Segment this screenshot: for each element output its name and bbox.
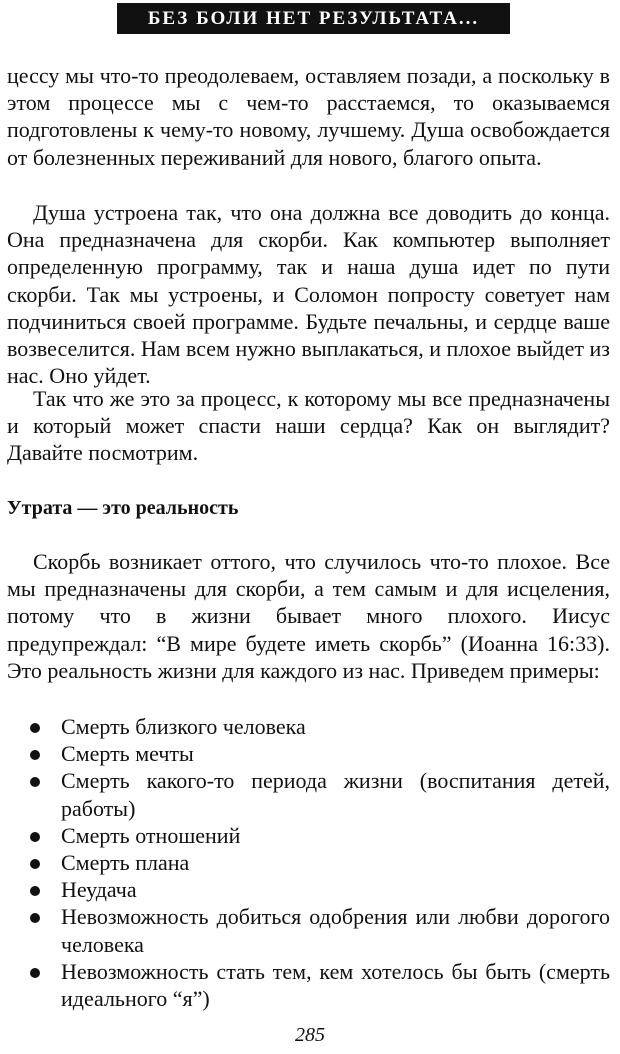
list-item-text: Смерть плана — [61, 850, 190, 876]
list-item — [7, 822, 610, 849]
list-item-text: Смерть какого-то периода жизни (воспитания детей, работы) — [61, 768, 610, 821]
paragraph-continuation: цессу мы что-то преодолеваем, оставляем позади, а поскольку в этом процессе мы с чем-то расстаемся, то оказываемся подготовлены к чему-то новому, лучшему. Душа освобождается от болезненных переживаний для нового, благого опыта. — [7, 63, 610, 170]
list-item — [7, 713, 610, 740]
list-item — [7, 767, 610, 821]
list-item — [7, 876, 610, 903]
bullet-icon — [30, 886, 40, 896]
bullet-icon — [30, 913, 40, 923]
running-header — [117, 3, 510, 34]
list-item-text: Невозможность добиться одобрения или любви дорогого человека — [61, 904, 610, 957]
list-item — [7, 740, 610, 767]
list-item — [7, 903, 610, 957]
list-item-text: Смерть близкого человека — [61, 714, 306, 739]
bullet-icon — [30, 832, 40, 842]
page-number: 285 — [295, 1024, 325, 1046]
bullet-icon — [30, 723, 40, 733]
list-item — [7, 849, 610, 876]
paragraph-grief: Скорбь возникает оттого, что случилось что-то плохое. Все мы предназначены для скорби, а тем самым и для исцеления, потому что в жизни бывает много плохого. Иисус предупреждал: “В мире будете иметь скорбь” (Иоанна 16:33). Это реальность жизни для каждого из нас. Приведем примеры: — [7, 549, 610, 683]
list-item-text: Неудача — [61, 877, 137, 903]
bullet-icon — [30, 968, 40, 978]
list-item — [7, 958, 610, 1012]
paragraph-process: Так что же это за процесс, к которому мы все предназначены и который может спасти наши сердца? Как он выглядит? Давайте посмотрим. — [7, 386, 610, 466]
bullet-icon — [30, 777, 40, 787]
examples-list — [7, 713, 610, 1012]
list-item-text: Смерть отношений — [61, 822, 241, 848]
list-item-text: Смерть мечты — [61, 741, 194, 767]
list-item-text: Невозможность стать тем, кем хотелось бы быть (смерть идеального “я”) — [61, 958, 610, 1012]
section-heading: Утрата — это реальность — [7, 497, 239, 519]
bullet-icon — [30, 859, 40, 869]
running-title: БЕЗ БОЛИ НЕТ РЕЗУЛЬТАТА... — [147, 7, 480, 29]
bullet-icon — [30, 750, 40, 760]
paragraph-soul: Душа устроена так, что она должна все доводить до конца. Она предназначена для скорби. Как компьютер выполняет определенную программу, так и наша душа идет по пути скорби. Так мы устроены, и Соломон попросту советует нам подчиниться своей программе. Будьте печальны, и сердце ваше возвеселится. Нам всем нужно выплакаться, и плохое выйдет из нас. Оно уйдет. — [7, 200, 610, 389]
